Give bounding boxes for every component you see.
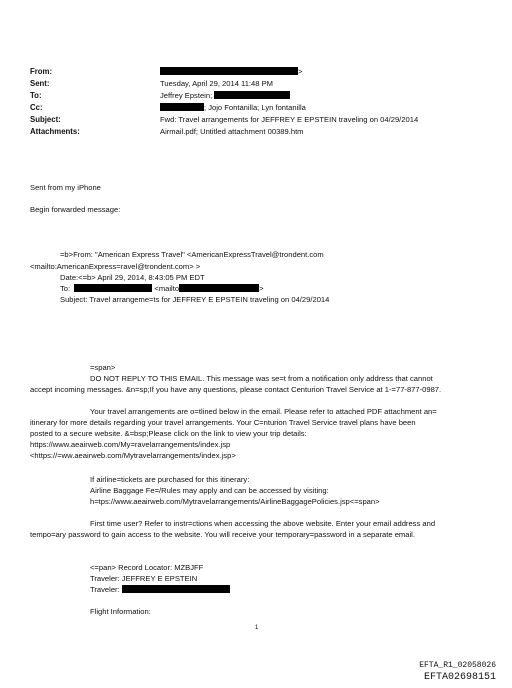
sent-label: Sent: <box>30 79 50 88</box>
attachments-label: Attachments: <box>30 127 80 136</box>
redaction-box <box>214 91 290 99</box>
paragraph-2-line-1: Your travel arrangements are o=tlined below in the email. Please refer to attached PDF attachment an= <box>90 407 437 416</box>
subject-value: Fwd: Travel arrangements for JEFFREY E EPSTEIN traveling on 04/29/2014 <box>160 115 419 124</box>
cc-names: ; Jojo Fontanilla; Lyn fontanilla <box>204 103 306 112</box>
attachments-value: Airmail.pdf; Untitled attachment 00389.htm <box>160 127 304 136</box>
fwd-subject-line: Subject: Travel arrangeme=ts for JEFFREY E EPSTEIN traveling on 04/29/2014 <box>60 295 330 304</box>
from-label: From: <box>30 67 53 76</box>
flight-information-label: Flight Information: <box>90 607 151 616</box>
page-number: 1 <box>255 625 259 631</box>
redaction-box <box>74 284 152 292</box>
paragraph-4-line-2: tempo=ary password to gain access to the website. You will receive your temporary=password in a separate email. <box>30 530 415 539</box>
fwd-to-label: To: <box>60 284 71 293</box>
itinerary-url-1: https://www.aeairweb.com/My=ravelarrangements/index.jsp <box>30 440 231 449</box>
cc-value <box>160 103 306 112</box>
to-label: To: <box>30 91 42 100</box>
paragraph-2-line-2: itinerary for more details regarding your travel arrangements. Your C=nturion Travel Service travel plans have been <box>30 418 416 427</box>
subject-label: Subject: <box>30 115 61 124</box>
paragraph-1-line-2: accept incoming messages. &n=sp;If you have any questions, please contact Centurion Travel Service at 1-=77-877-0987. <box>30 385 442 394</box>
redaction-box <box>122 585 230 593</box>
fwd-to-suffix: > <box>259 284 264 293</box>
redaction-box <box>160 67 298 75</box>
begin-forwarded-line: Begin forwarded message: <box>30 205 121 214</box>
paragraph-4-line-1: First time user? Refer to instr=ctions when accessing the above website. Enter your email address and <box>90 519 436 528</box>
traveler-1: Traveler: JEFFREY E EPSTEIN <box>90 574 198 583</box>
redaction-box <box>160 103 204 111</box>
fwd-mailto-line: <mailto:AmericanExpress=ravel@trondent.com> > <box>30 262 201 271</box>
to-name: Jeffrey Epstein; <box>160 91 213 100</box>
paragraph-1-line-1: DO NOT REPLY TO THIS EMAIL. This message was se=t from a notification only address that cannot <box>90 374 433 383</box>
span-tag-line: =span> <box>90 363 116 372</box>
sent-from-line: Sent from my iPhone <box>30 183 101 192</box>
footer-id-1: EFTA_R1_02058026 <box>419 661 496 670</box>
cc-label: Cc: <box>30 103 43 112</box>
fwd-to-line <box>60 284 264 294</box>
from-value <box>160 67 302 76</box>
baggage-url: h=tps://www.aeairweb.com/Mytravelarrangements/AirlineBaggagePolicies.jsp<=span> <box>90 497 380 506</box>
record-locator: <=pan> Record Locator: MZBJFF <box>90 563 204 572</box>
paragraph-3-line-1: If airline=tickets are purchased for this itinerary: <box>90 475 250 484</box>
traveler-2 <box>90 585 230 595</box>
footer-id-2: EFTA02698151 <box>423 672 496 683</box>
paragraph-2-line-3: posted to a secure website. &=bsp;Please click on the link to view your trip details: <box>30 429 307 438</box>
fwd-to-mailto: <mailto <box>154 284 180 293</box>
sent-value: Tuesday, April 29, 2014 11:48 PM <box>160 79 273 88</box>
fwd-date-line: Date:<=b> April 29, 2014, 8:43:05 PM EDT <box>60 273 205 282</box>
fwd-from-line: =b>From: "American Express Travel" <AmericanExpressTravel@trondent.com <box>60 250 324 259</box>
redaction-box <box>179 284 259 292</box>
traveler-2-label: Traveler: <box>90 585 120 594</box>
paragraph-3-line-2: Airline Baggage Fe=/Rules may apply and can be accessed by visiting: <box>90 486 329 495</box>
itinerary-url-2: <https://=ww.aeairweb.com/Mytravelarrangements/index.jsp> <box>30 451 236 460</box>
from-suffix: > <box>298 67 303 76</box>
to-value <box>160 91 290 100</box>
